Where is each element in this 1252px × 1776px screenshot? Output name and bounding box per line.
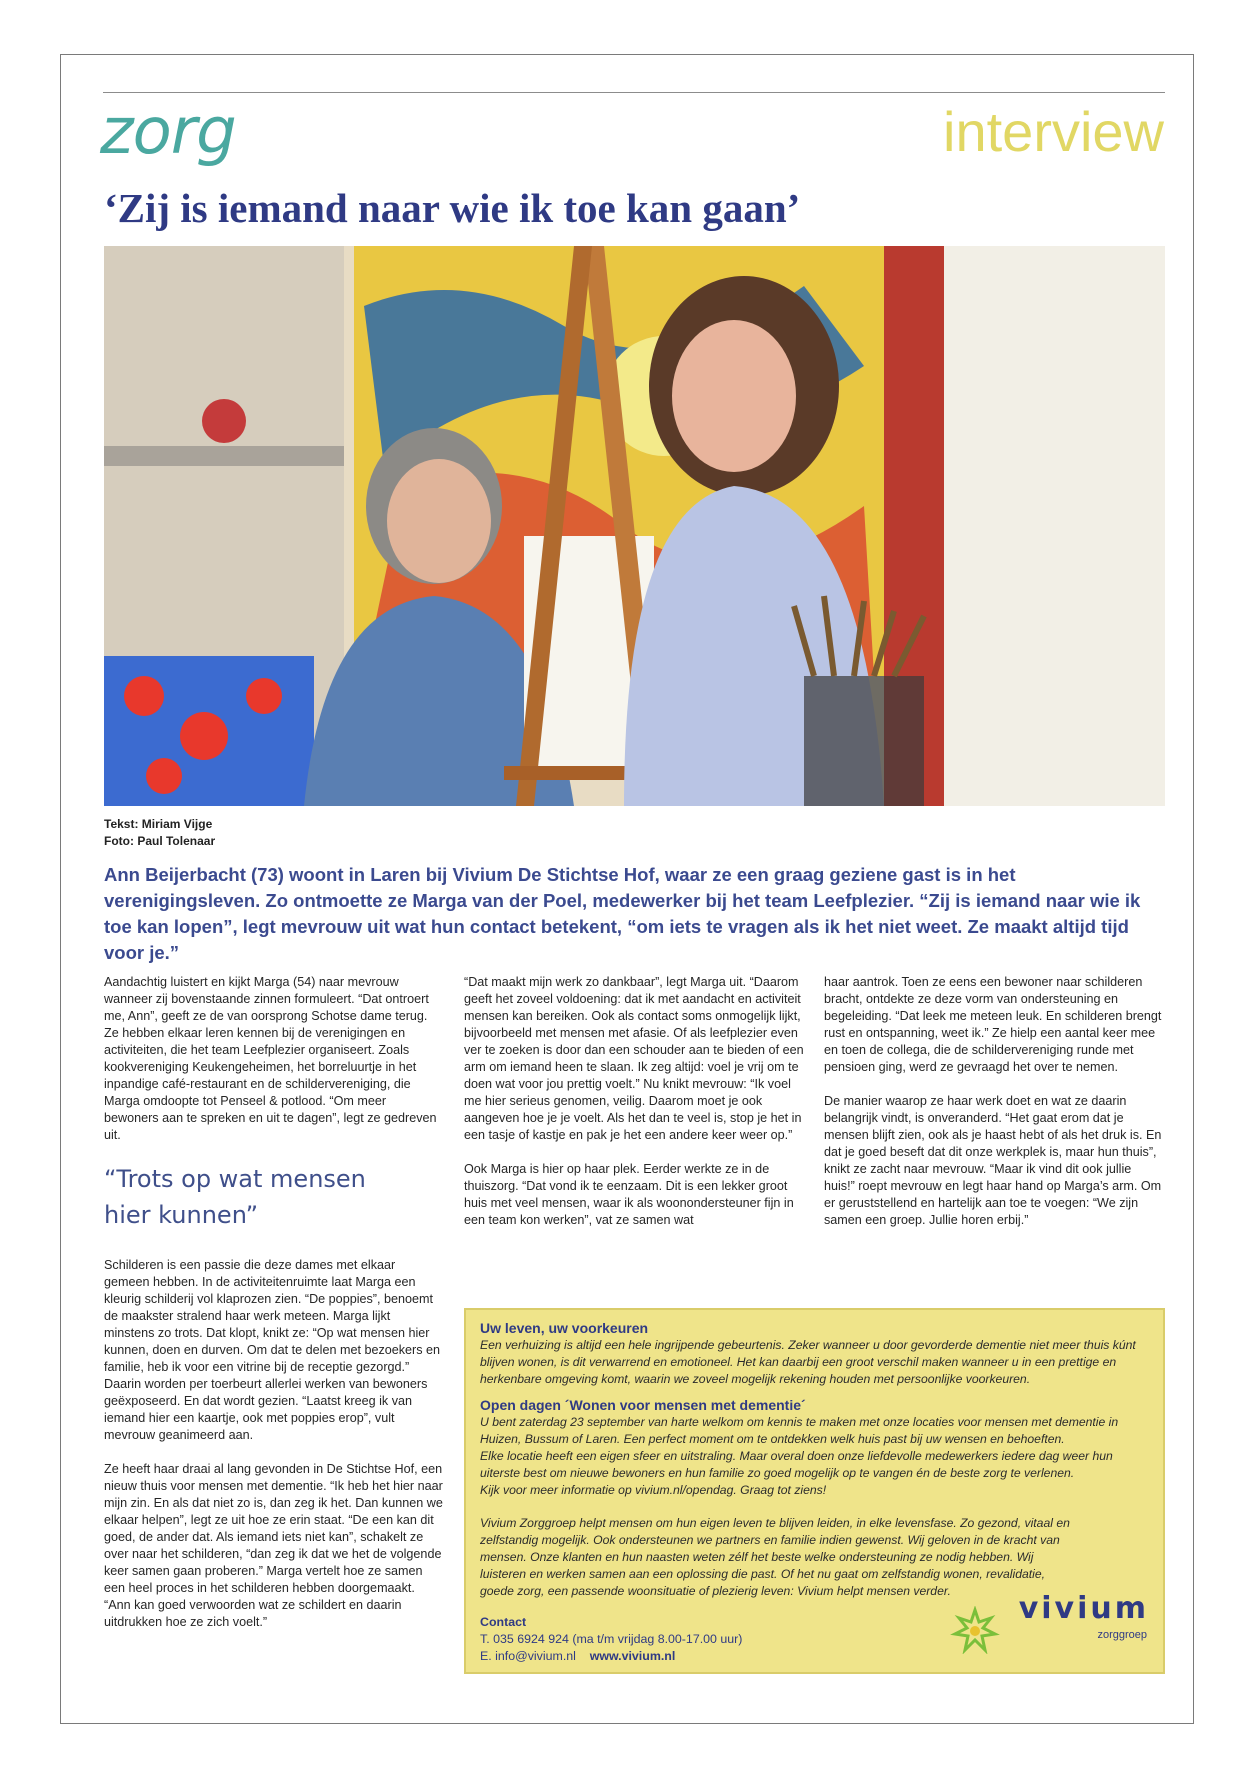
sidebar-text-2c: Kijk voor meer informatie op vivium.nl/opendag. Graag tot ziens! <box>480 1483 827 1497</box>
spacer <box>480 1499 1149 1507</box>
pull-quote-line-2: hier kunnen” <box>104 1201 259 1229</box>
article-column-3 <box>824 974 1165 1246</box>
photo-poppy <box>146 758 182 794</box>
logo-mark-icon <box>949 1606 1001 1654</box>
sidebar-title-1: Uw leven, uw voorkeuren <box>480 1320 649 1336</box>
pull-quote-line-1: “Trots op wat mensen <box>104 1165 366 1193</box>
article-column-1 <box>104 974 444 1648</box>
contact-email[interactable]: E. info@vivium.nl <box>480 1649 576 1663</box>
sidebar-text-3: Vivium Zorggroep helpt mensen om hun eigen leven te blijven leiden, in elke levensfase. Zo gezond, vitaal en zelfstandig mogelijk. Ook ondersteunen we partners en familie indien gewenst. Wij geloven in de kracht van mensen. Onze klanten en hun naasten weten zélf het beste welke ondersteuning ze nodig hebben. Wij luisteren en werken samen aan een oplossing die past. Of het nu gaat om zelfstandig wonen, revalidatie, goede zorg, een passende woonsituatie of plezierig leven: Vivium helpt mensen verder. <box>480 1516 1070 1598</box>
header-rule <box>103 92 1165 93</box>
paragraph: Schilderen is een passie die deze dames met elkaar gemeen hebben. In de activiteitenruimte laat Marga een kleurig schilderij vol klaprozen zien. “De poppies”, benoemt de maakster stralend haar werk meteen. Marga lijkt minstens zo trots. Dat klopt, knikt ze: “Op wat mensen hier kunnen, doen en durven. Om dat te delen met bezoekers en familie, heb ik voor een vitrine bij de receptie gezorgd.” Daarin worden per toerbeurt allerlei werken van bewoners geëxposeerd. En dat wordt gezien. “Laatst kreeg ik van iemand hier een kaartje, ook met poppies erop”, vult mevrouw geanimeerd aan. <box>104 1258 441 1442</box>
paragraph: De manier waarop ze haar werk doet en wat ze daarin belangrijk vindt, is onveranderd. “Het gaat erom dat je mensen blijft zien, ook als je haast hebt of als het druk is. En dat je goed beseft dat dit onze werkplek is, maar hun thuis”, knikt ze zacht naar mevrouw. “Maar ik vind dit ook jullie huis!” roept mevrouw en legt haar hand op Marga’s arm. Om er geruststellend en hartelijk aan toe te voegen: “We zijn samen een groep. Jullie horen erbij.” <box>824 1094 1162 1227</box>
article-column-2 <box>464 974 804 1246</box>
paragraph: Aandachtig luistert en kijkt Marga (54) naar mevrouw wanneer zij bovenstaande zinnen formuleert. “Dat ontroert me, Ann”, geeft ze de van oorsprong Schotse dame terug. Ze hebben elkaar leren kennen bij de verenigingen en activiteiten, die het team Leefplezier organiseert. Zoals kookvereniging Keukengeheimen, het borreluurtje in het inpandige café-restaurant en de schildervereniging, die Marga omdoopte tot Penseel & potlood. “Om meer bewoners aan te spreken en uit te dagen”, legt ze gedreven uit. <box>104 975 437 1142</box>
sidebar-text-2a: U bent zaterdag 23 september van harte welkom om kennis te maken met onze locaties voor mensen met dementie in Huizen, Bussum of Laren. Een perfect moment om te ontdekken welk huis past bij uw wensen en behoeften. <box>480 1415 1119 1446</box>
article-kind-label: interview <box>943 100 1164 163</box>
paragraph: Ze heeft haar draai al lang gevonden in De Stichtse Hof, een nieuw thuis voor mensen met dementie. “Ik heb het hier naar mijn zin. En als dat niet zo is, dan zeg ik het. Dan kunnen we elkaar helpen”, legt ze uit hoe ze erin staat. “De een kan dit goed, de ander dat. Als iemand iets niet kan”, schakelt ze over naar het schilderen, “dan zeg ik dat we het de volgende keer samen gaan proberen.” Marga vertelt hoe ze samen een heel proces in het schilderen hebben doorgemaakt. “Ann kan goed verwoorden wat ze schildert en daarin uitdrukken hoe ze zich voelt.” <box>104 1462 443 1629</box>
photo-brush-jar <box>804 676 924 806</box>
photo-poppy <box>124 676 164 716</box>
sidebar-title-2: Open dagen ´Wonen voor mensen met dementie´ <box>480 1397 806 1413</box>
contact-website[interactable]: www.vivium.nl <box>589 1649 676 1663</box>
spacer <box>480 1388 1149 1396</box>
credit-text: Tekst: Miriam Vijge <box>104 817 213 831</box>
spacer <box>480 1507 1149 1515</box>
article-photo <box>104 246 1165 806</box>
paragraph: Ook Marga is hier op haar plek. Eerder werkte ze in de thuiszorg. “Dat vond ik te eenzaam. Dit is een lekker groot huis met veel mensen, waar ik als woonondersteuner fijn in een team kon werken”, vat ze samen wat <box>464 1162 794 1227</box>
paragraph: haar aantrok. Toen ze eens een bewoner naar schilderen bracht, ontdekte ze deze vorm van ondersteuning en begeleiding. “Dat leek me meteen leuk. En schilderen brengt rust en ontspanning, weet ik.” Ze hielp een aantal keer mee en toen de collega, die de schildervereniging runde met pensioen ging, werd ze gevraagd het over te nemen. <box>824 975 1162 1074</box>
photo-poppy <box>180 712 228 760</box>
contact-phone: T. 035 6924 924 (ma t/m vrijdag 8.00-17.00 uur) <box>480 1632 743 1646</box>
vivium-logo <box>949 1592 1149 1656</box>
photo-flowers <box>202 399 246 443</box>
logo-subtitle: zorggroep <box>1097 1629 1147 1641</box>
photo-poppy <box>246 678 282 714</box>
logo-wordmark: vivium <box>1018 1591 1149 1626</box>
sidebar-box <box>464 1308 1165 1674</box>
sidebar-text-1: Een verhuizing is altijd een hele ingrijpende gebeurtenis. Zeker wanneer u door gevorderde dementie niet meer thuis kúnt blijven wonen, is dit verwarrend en emotioneel. Het kan daarbij een groot verschil maken wanneer u in een prettige en herkenbare omgeving komt, waarin we zoveel mogelijk rekening houden met persoonlijke voorkeuren. <box>480 1338 1136 1386</box>
credits <box>104 816 215 850</box>
section-label: zorg <box>100 95 236 169</box>
credit-photo: Foto: Paul Tolenaar <box>104 834 216 848</box>
contact-title: Contact <box>480 1615 527 1629</box>
headline: ‘Zij is iemand naar wie ik toe kan gaan’ <box>104 185 801 231</box>
photo-illustration <box>104 246 1165 806</box>
intro-lead: Ann Beijerbacht (73) woont in Laren bij Vivium De Stichtse Hof, waar ze een graag geziene gast is in het verenigingsleven. Zo ontmoette ze Marga van der Poel, medewerker bij het team Leefplezier. “Zij is iemand naar wie ik toe kan lopen”, legt mevrouw uit wat hun contact betekent, “om iets te vragen als ik het niet weet. Ze maakt altijd tijd voor je.” <box>104 864 1141 963</box>
paragraph: “Dat maakt mijn werk zo dankbaar”, legt Marga uit. “Daarom geeft het zoveel voldoening: dat ik met aandacht en activiteit mensen kan bereiken. Ook als contact soms onmogelijk lijkt, bijvoorbeeld met mensen met afasie. Of als leefplezier even ver te zoeken is door dan een schouder aan te bieden of een arm om iemand heen te slaan. Ik zeg altijd: voel je vrij om te doen wat voor jou prettig voelt.” Nu knikt mevrouw: “Ik voel me hier serieus genomen, veilig. Daarom moet je ook aangeven hoe je je voelt. Als het dan te veel is, stop je het in een tasje of kastje en pak je het een andere keer weer op.” <box>464 975 804 1142</box>
photo-window <box>944 246 1165 806</box>
pull-quote <box>104 1161 444 1233</box>
photo-woman-right-face <box>672 320 796 472</box>
sidebar-text-2b: Elke locatie heeft een eigen sfeer en uitstraling. Maar overal doen onze liefdevolle medewerkers iedere dag weer hun uiterste best om nieuwe bewoners en hun familie zo goed mogelijk op te vangen én de beste zorg te verlenen. <box>480 1449 1113 1480</box>
logo-dot-icon <box>970 1626 980 1636</box>
photo-woman-left-face <box>387 459 491 583</box>
photo-counter <box>104 446 344 466</box>
